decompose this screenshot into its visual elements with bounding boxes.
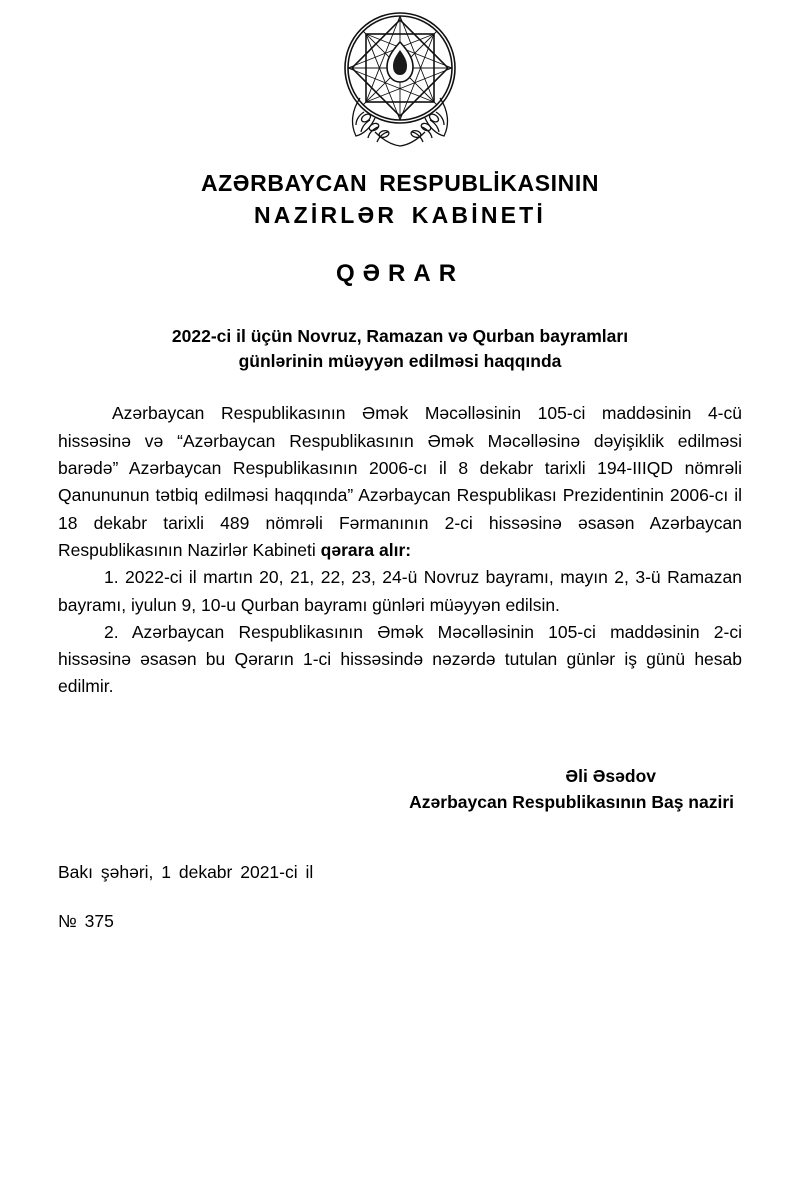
subject-line-1: 2022-ci il üçün Novruz, Ramazan və Qurban bayramları	[171, 325, 629, 346]
azerbaijan-state-emblem-icon	[322, 6, 478, 152]
preamble-resolve-phrase: qərara alır:	[320, 539, 412, 560]
emblem-container	[58, 0, 742, 152]
place-and-date: Bakı şəhəri, 1 dekabr 2021-ci il	[58, 862, 314, 883]
page-title	[58, 168, 742, 231]
title-line-2: NAZİRLƏR KABİNETİ	[253, 202, 547, 229]
preamble-paragraph	[58, 400, 742, 564]
signer-name: Əli Əsədov	[565, 765, 656, 786]
document-number: № 375	[58, 911, 114, 932]
document-subject	[58, 324, 742, 375]
document-kind: QƏRAR	[335, 259, 465, 287]
document-footer	[58, 859, 742, 935]
signature-block	[58, 763, 742, 816]
document-body	[58, 400, 742, 700]
signer-role: Azərbaycan Respublikasının Baş naziri	[409, 791, 734, 812]
preamble-text: Azərbaycan Respublikasının Əmək Məcəlləsinin 105-ci maddəsinin 4-cü hissəsinə və “Azərbaycan Respublikasının Əmək Məcəlləsinə dəyişiklik edilməsi barədə” Azərbaycan Respublikasının 2006-cı il 8 dekabr tarixli 194-IIIQD nömrəli Qanununun tətbiq edilməsi haqqında” Azərbaycan Respublikası Prezidentinin 2006-cı il 18 dekabr tarixli 489 nömrəli Fərmanının 2-ci hissəsinə əsasən Azərbaycan Respublikasının Nazirlər Kabineti	[58, 403, 742, 560]
body-item-1: 1. 2022-ci il martın 20, 21, 22, 23, 24-ü Novruz bayramı, mayın 2, 3-ü Ramazan bayramı, iyulun 9, 10-u Qurban bayramı günləri müəyyən edilsin.	[58, 567, 742, 615]
title-line-1: AZƏRBAYCAN RESPUBLİKASININ	[200, 170, 600, 196]
body-item-2: 2. Azərbaycan Respublikasının Əmək Məcəlləsinin 105-ci maddəsinin 2-ci hissəsinə əsasən bu Qərarın 1-ci hissəsində nəzərdə tutulan günlər iş günü hesab edilmir.	[58, 621, 742, 697]
subject-line-2: günlərinin müəyyən edilməsi haqqında	[238, 351, 562, 372]
